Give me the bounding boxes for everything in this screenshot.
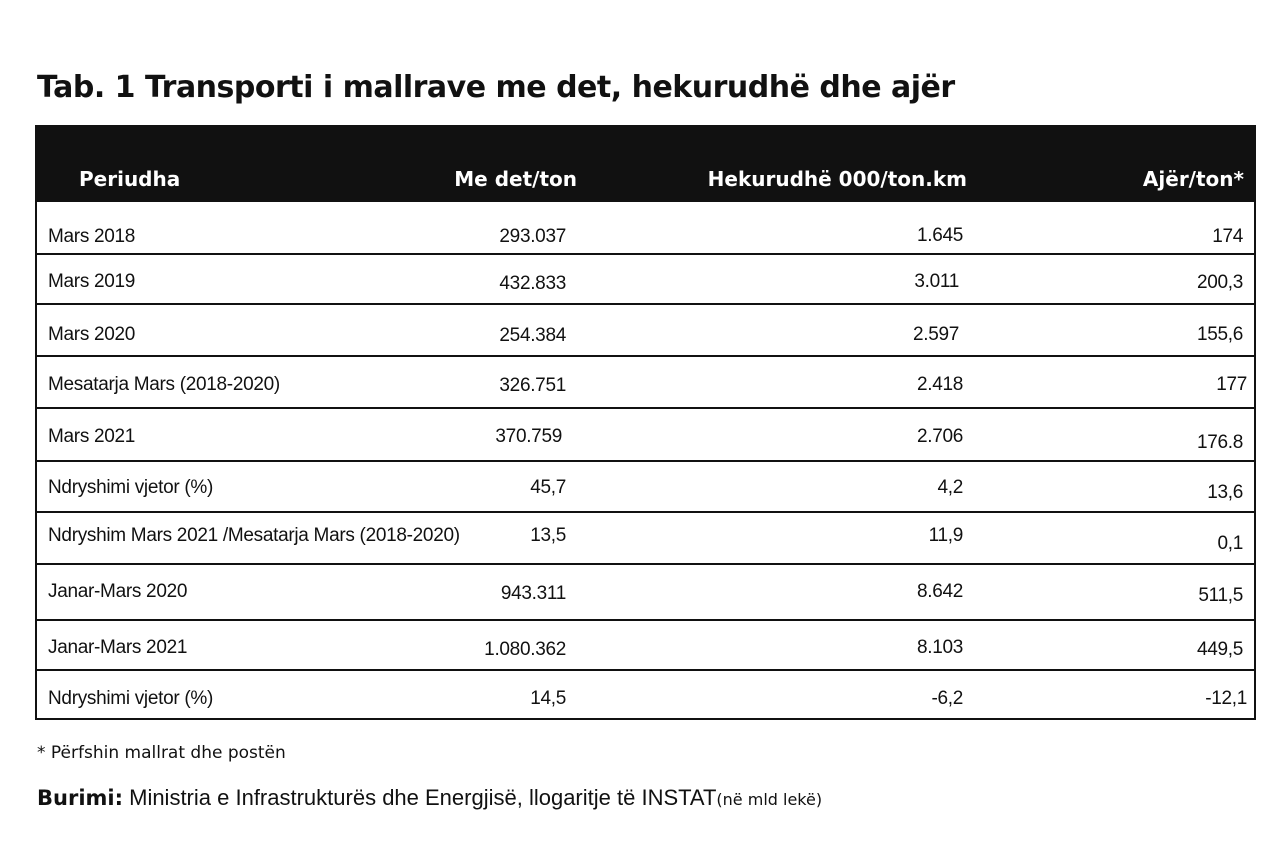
cell-periudha: Ndryshimi vjetor (%) (48, 477, 214, 498)
cell-ajer: 13,6 (1207, 482, 1243, 503)
cell-ajer: 449,5 (1196, 639, 1243, 660)
cell-periudha: Janar-Mars 2020 (48, 581, 188, 602)
data-table (35, 125, 1256, 720)
cell-me-det: 326.751 (499, 375, 566, 396)
cell-periudha: Ndryshimi vjetor (%) (48, 688, 214, 709)
source-label: Burimi: (37, 786, 123, 810)
table-row (37, 357, 1254, 409)
cell-hekurudhe: 11,9 (928, 525, 963, 546)
cell-ajer: -12,1 (1205, 688, 1247, 709)
cell-hekurudhe: 8.642 (916, 581, 963, 602)
table-row (37, 565, 1254, 621)
cell-ajer: 176.8 (1196, 432, 1243, 453)
table-row (37, 255, 1254, 305)
cell-ajer: 174 (1212, 226, 1243, 247)
cell-me-det: 254.384 (499, 325, 566, 346)
source-line (37, 785, 822, 811)
cell-me-det: 293.037 (499, 226, 566, 247)
table-row (37, 513, 1254, 565)
cell-me-det: 432.833 (499, 273, 566, 294)
table-row (37, 621, 1254, 671)
cell-me-det: 45,7 (530, 477, 566, 498)
cell-periudha: Mars 2021 (48, 426, 136, 447)
cell-ajer: 200,3 (1196, 272, 1243, 293)
table-title: Tab. 1 Transporti i mallrave me det, hekurudhë dhe ajër (37, 70, 955, 105)
cell-hekurudhe: 4,2 (937, 477, 963, 498)
cell-me-det: 370.759 (495, 426, 562, 447)
cell-ajer: 177 (1216, 374, 1247, 395)
header-periudha: Periudha (79, 167, 181, 191)
cell-hekurudhe: 1.645 (916, 225, 963, 246)
cell-me-det: 13,5 (530, 525, 566, 546)
cell-ajer: 0,1 (1217, 533, 1243, 554)
footnote: * Përfshin mallrat dhe postën (37, 743, 286, 763)
table-row (37, 202, 1254, 255)
cell-hekurudhe: 3.011 (914, 271, 959, 292)
table-row (37, 305, 1254, 357)
cell-periudha: Mesatarja Mars (2018-2020) (48, 374, 280, 395)
cell-periudha: Ndryshim Mars 2021 /Mesatarja Mars (2018-2020) (48, 525, 460, 546)
cell-me-det: 14,5 (530, 688, 566, 709)
table-row (37, 671, 1254, 720)
table-header (37, 127, 1254, 202)
cell-hekurudhe: 2.706 (916, 426, 963, 447)
cell-periudha: Mars 2020 (48, 324, 136, 345)
header-hekurudhe: Hekurudhë 000/ton.km (707, 167, 967, 191)
cell-periudha: Mars 2018 (48, 226, 136, 247)
cell-hekurudhe: 8.103 (916, 637, 963, 658)
cell-hekurudhe: -6,2 (931, 688, 963, 709)
source-text: Ministria e Infrastrukturës dhe Energjisë, llogaritje të INSTAT (123, 785, 717, 810)
source-suffix: (në mld lekë) (716, 790, 823, 809)
cell-hekurudhe: 2.418 (916, 374, 963, 395)
cell-me-det: 943.311 (500, 583, 566, 604)
cell-me-det: 1.080.362 (484, 639, 566, 660)
table-row (37, 409, 1254, 462)
table-row (37, 462, 1254, 513)
cell-periudha: Janar-Mars 2021 (48, 637, 188, 658)
header-me-det: Me det/ton (454, 167, 577, 191)
cell-ajer: 155,6 (1196, 324, 1243, 345)
cell-periudha: Mars 2019 (48, 271, 136, 292)
cell-hekurudhe: 2.597 (912, 324, 959, 345)
cell-ajer: 511,5 (1198, 585, 1243, 606)
header-ajer: Ajër/ton* (1142, 167, 1244, 191)
